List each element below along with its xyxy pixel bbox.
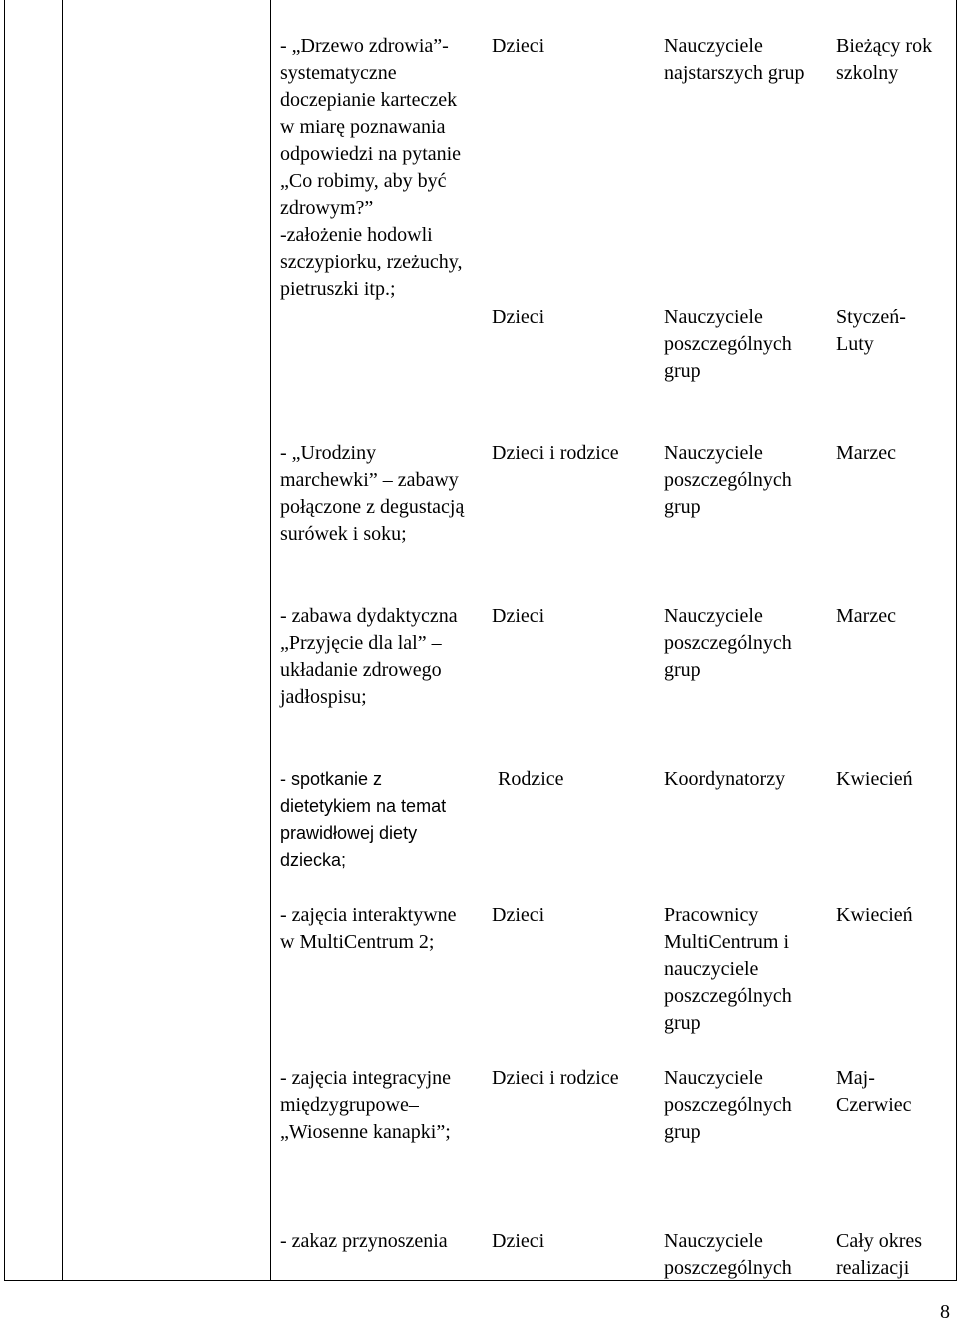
responsible-cell: Nauczyciele poszczególnych grup — [664, 605, 792, 681]
responsible-cell: Nauczyciele poszczególnych grup — [664, 442, 792, 518]
date-cell: Kwiecień — [836, 768, 913, 790]
page-number: 8 — [940, 1301, 950, 1323]
participants-cell: Rodzice — [498, 768, 564, 790]
date-cell: Kwiecień — [836, 904, 913, 926]
participants-cell: Dzieci — [492, 904, 545, 926]
date-cell: Cały okres realizacji — [836, 1230, 923, 1279]
activity-cell: - zajęcia interaktywne w MultiCentrum 2; — [280, 904, 457, 953]
participants-cell: Dzieci — [492, 605, 545, 627]
date-cell: Styczeń- Luty — [836, 306, 906, 355]
activity-cell: - „Drzewo zdrowia”- systematyczne doczepianie karteczek w miarę poznawania odpowiedzi na pytanie „Co robimy, aby być zdrowym?” -założenie hodowli szczypiorku, rzeżuchy, pietruszki itp.; — [280, 35, 463, 300]
responsible-cell: Nauczyciele najstarszych grup — [664, 35, 805, 84]
responsible-cell: Nauczyciele poszczególnych grup — [664, 306, 792, 382]
participants-cell: Dzieci — [492, 1230, 545, 1252]
responsible-cell: Nauczyciele poszczególnych grup — [664, 1067, 792, 1143]
participants-cell: Dzieci i rodzice — [492, 442, 619, 464]
activity-cell: - zakaz przynoszenia — [280, 1230, 448, 1252]
activity-cell: - zabawa dydaktyczna „Przyjęcie dla lal” – układanie zdrowego jadłospisu; — [280, 605, 458, 708]
participants-cell: Dzieci — [492, 35, 545, 57]
participants-cell: Dzieci i rodzice — [492, 1067, 619, 1089]
activity-cell: - zajęcia integracyjne międzygrupowe– „Wiosenne kanapki”; — [280, 1067, 451, 1143]
activity-cell: - „Urodziny marchewki” – zabawy połączone z degustacją surówek i soku; — [280, 442, 465, 545]
responsible-cell: Nauczyciele poszczególnych — [664, 1230, 792, 1279]
responsible-cell: Pracownicy MultiCentrum i nauczyciele poszczególnych grup — [664, 904, 792, 1034]
participants-cell: Dzieci — [492, 306, 545, 328]
date-cell: Maj- Czerwiec — [836, 1067, 912, 1116]
responsible-cell: Koordynatorzy — [664, 768, 786, 790]
column-divider — [270, 0, 271, 1281]
date-cell: Marzec — [836, 605, 896, 627]
column-divider — [62, 0, 63, 1281]
activity-cell: - spotkanie z dietetykiem na temat prawidłowej diety dziecka; — [280, 769, 447, 870]
date-cell: Bieżący rok szkolny — [836, 35, 933, 84]
date-cell: Marzec — [836, 442, 896, 464]
